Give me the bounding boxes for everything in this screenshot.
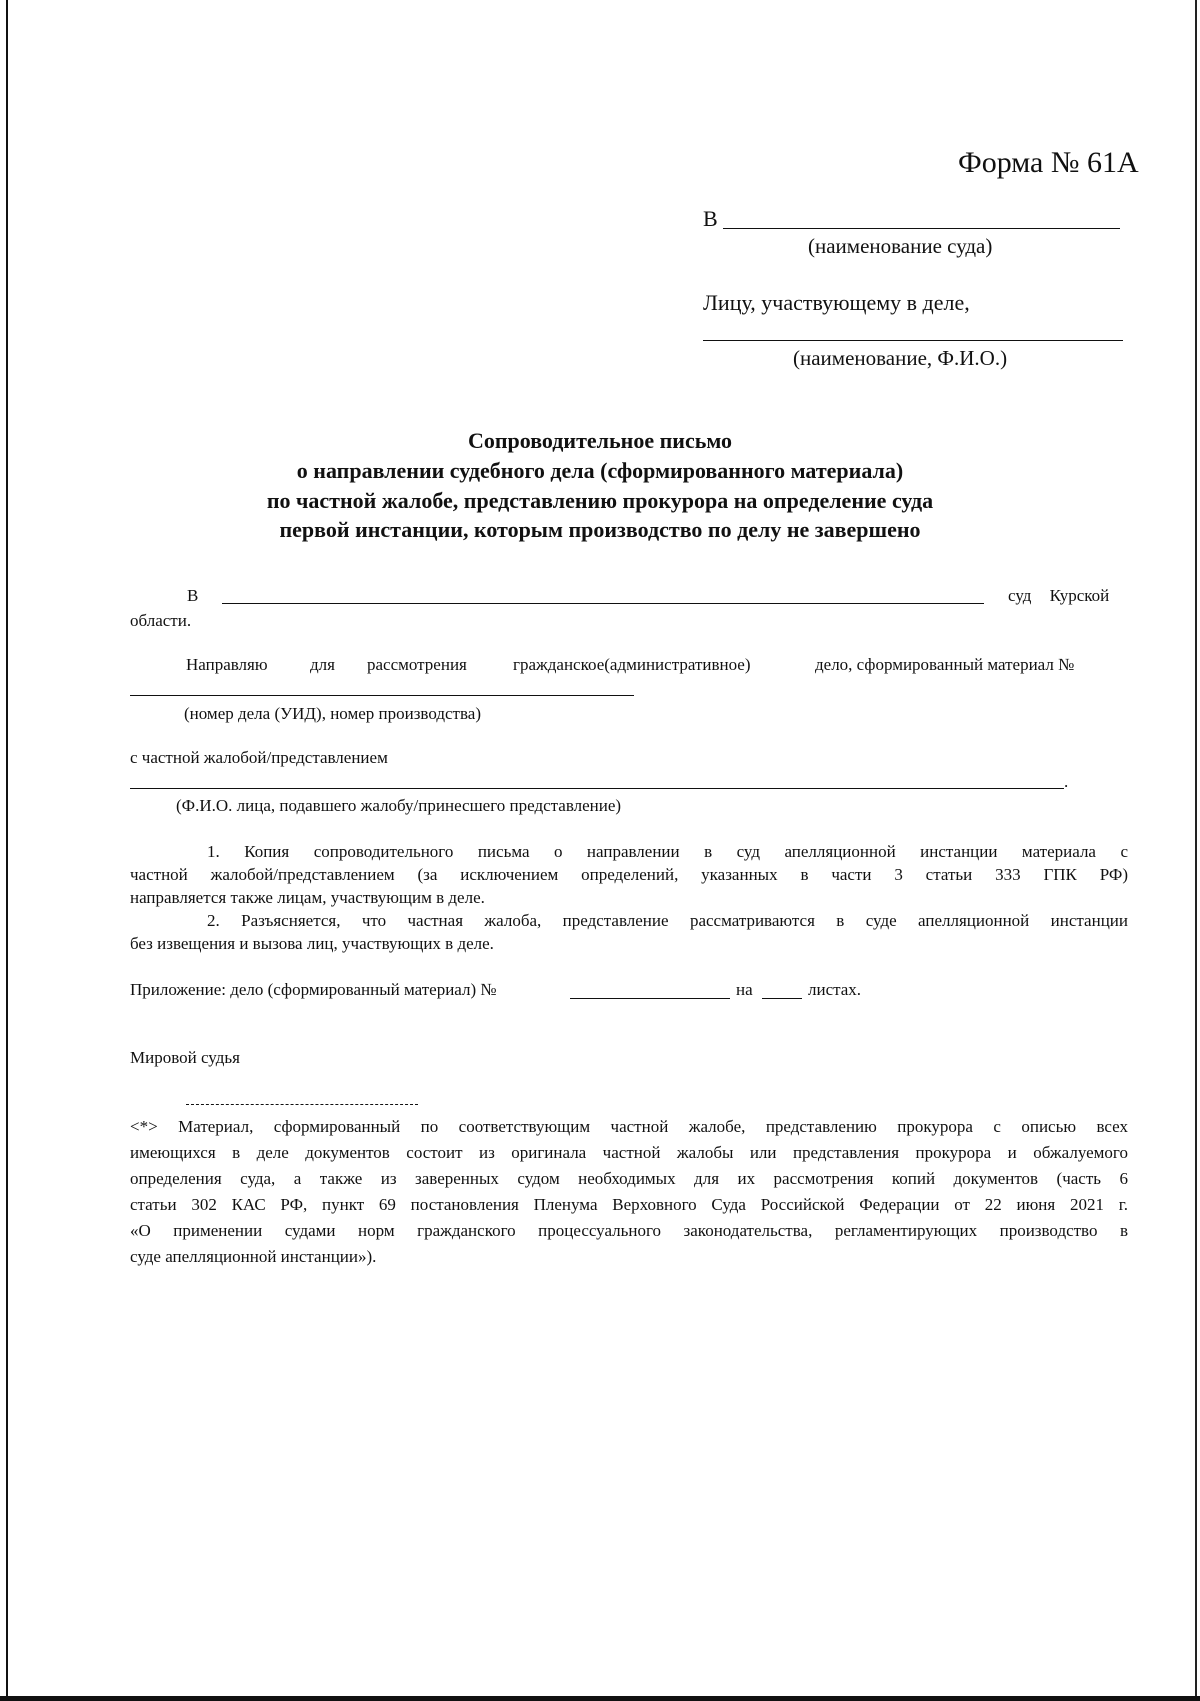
send-word-1: Направляю — [186, 655, 268, 674]
court-name-line — [723, 228, 1120, 229]
case-number-line — [130, 695, 634, 696]
document-title-line-2: о направлении судебного дела (сформированного материала) — [296, 458, 904, 483]
send-word-2: для — [310, 655, 335, 674]
item-2-line-1: 2. Разъясняется, что частная жалоба, представление рассматриваются в суде апелляционной инстанции — [207, 911, 1128, 930]
party-name-line — [703, 340, 1123, 341]
footnote-line-2: имеющихся в деле документов состоит из оригинала частной жалобы или представления прокурора и обжалуемого — [130, 1143, 1128, 1162]
addressee-prefix: В — [703, 206, 718, 231]
appendix-sheets-line — [762, 998, 802, 999]
item-1-line-1: 1. Копия сопроводительного письма о направлении в суд апелляционной инстанции материала с — [207, 842, 1128, 861]
send-word-5: дело, сформированный материал № — [815, 655, 1075, 674]
court-name-caption: (наименование суда) — [808, 234, 993, 258]
appendix-prefix: Приложение: дело (сформированный материал) № — [130, 980, 497, 999]
to-court-region: области. — [130, 611, 192, 630]
footnote-line-3: определения суда, а также из заверенных судом необходимых для их рассмотрения копий документов (часть 6 — [130, 1169, 1128, 1188]
footnote-line-4: статьи 302 КАС РФ, пункт 69 постановления Пленума Верховного Суда Российской Федерации от 22 июня 2021 г. — [130, 1195, 1128, 1214]
judge-label: Мировой судья — [130, 1048, 240, 1067]
send-word-4: гражданское(административное) — [513, 655, 751, 674]
document-title-line-1: Сопроводительное письмо — [467, 428, 733, 453]
footnote-separator — [186, 1104, 418, 1105]
complaint-line: с частной жалобой/представлением — [130, 748, 388, 767]
to-court-prefix: В — [187, 586, 199, 605]
item-1-line-3: направляется также лицам, участвующим в деле. — [130, 888, 485, 907]
document-title-line-3: по частной жалобе, представлению прокурора на определение суда — [266, 488, 934, 513]
item-2-line-2: без извещения и вызова лиц, участвующих в деле. — [130, 934, 494, 953]
party-name-caption: (наименование, Ф.И.О.) — [793, 346, 1008, 370]
document-title-line-4: первой инстанции, которым производство по делу не завершено — [279, 517, 921, 542]
send-word-3: рассмотрения — [367, 655, 467, 674]
complaint-end-dot: . — [1064, 772, 1069, 791]
form-number: Форма № 61А — [958, 146, 1139, 179]
complainant-caption: (Ф.И.О. лица, подавшего жалобу/принесшего представление) — [176, 796, 622, 815]
complainant-line — [130, 788, 1064, 789]
party-line: Лицу, участвующему в деле, — [703, 290, 970, 315]
item-1-line-2: частной жалобой/представлением (за исключением определений, указанных в части 3 статьи 333 ГПК РФ) — [130, 865, 1128, 884]
court-blank-line — [222, 603, 984, 604]
scan-edge-right — [1195, 0, 1197, 1701]
appendix-sheets: листах. — [808, 980, 862, 999]
scan-edge-left — [6, 0, 8, 1701]
scan-edge-bottom — [0, 1696, 1200, 1701]
footnote-line-6: суде апелляционной инстанции»). — [130, 1247, 377, 1266]
footnote-line-1: <*> Материал, сформированный по соответствующим частной жалобе, представлению прокурора с описью всех — [130, 1117, 1128, 1136]
footnote-line-5: «О применении судами норм гражданского процессуального законодательства, регламентирующих производство в — [130, 1221, 1128, 1240]
appendix-on: на — [736, 980, 753, 999]
appendix-number-line — [570, 998, 730, 999]
to-court-suffix: суд Курской — [1008, 586, 1110, 605]
case-number-caption: (номер дела (УИД), номер производства) — [184, 704, 481, 723]
